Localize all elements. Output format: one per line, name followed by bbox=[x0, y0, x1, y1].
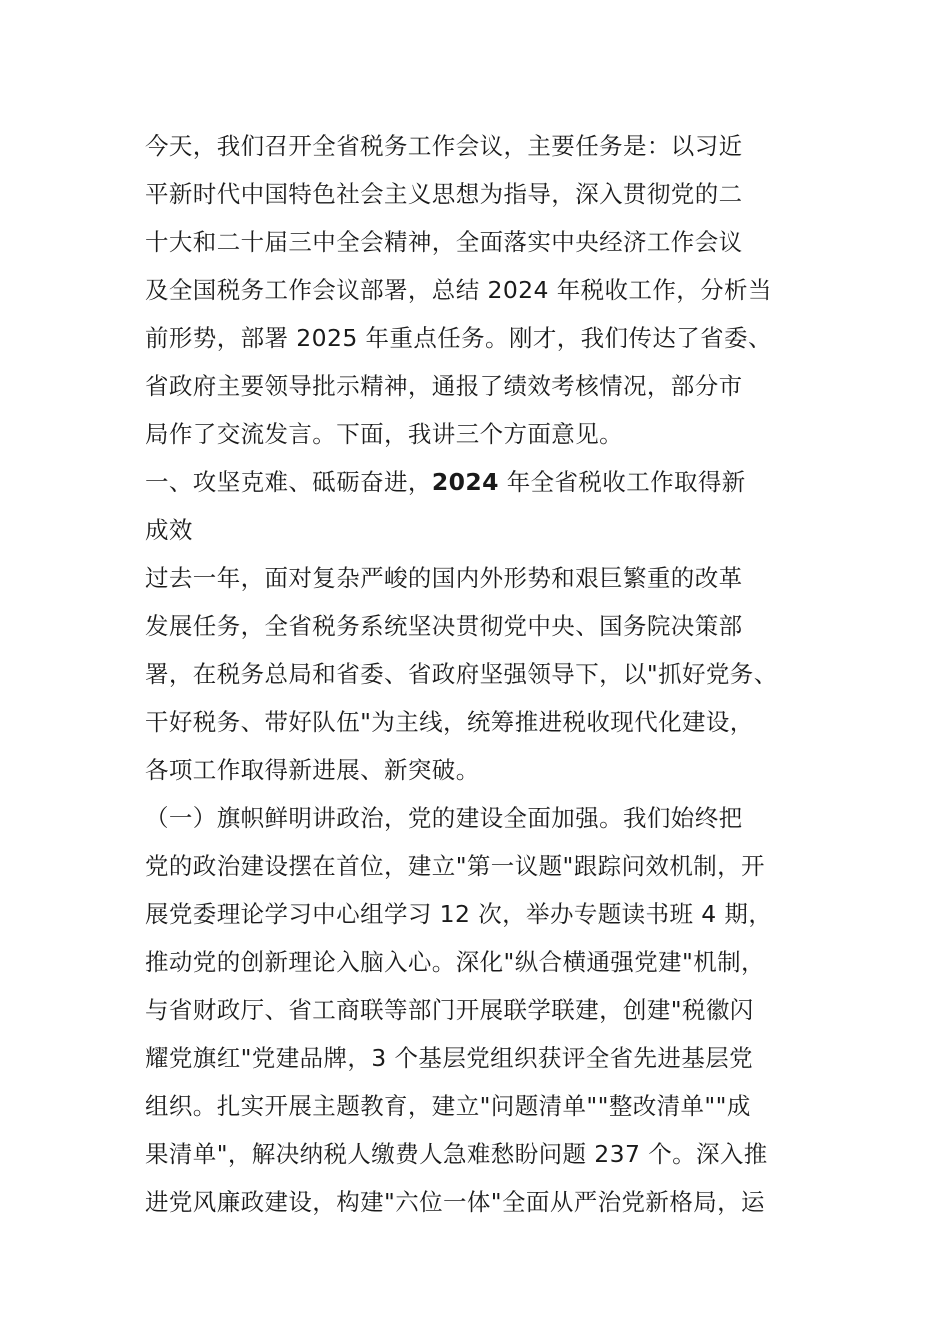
section-line: 过去一年，面对复杂严峻的国内外形势和艰巨繁重的改革 bbox=[145, 564, 743, 592]
intro-line: 平新时代中国特色社会主义思想为指导，深入贯彻党的二 bbox=[145, 180, 743, 208]
intro-line: 十大和二十届三中全会精神，全面落实中央经济工作会议 bbox=[145, 228, 743, 256]
subsection-line: 推动党的创新理论入脑入心。深化"纵合横通强党建"机制， bbox=[145, 948, 765, 976]
intro-line: 前形势，部署 2025 年重点任务。刚才，我们传达了省委、 bbox=[145, 324, 772, 352]
subsection-line: 进党风廉政建设，构建"六位一体"全面从严治党新格局，运 bbox=[145, 1188, 765, 1216]
section-line: 干好税务、带好队伍"为主线，统筹推进税收现代化建设， bbox=[145, 708, 754, 736]
document-body bbox=[145, 122, 825, 1226]
heading-suffix: 年全省税收工作取得新 bbox=[498, 468, 746, 496]
section-line: 发展任务，全省税务系统坚决贯彻党中央、国务院决策部 bbox=[145, 612, 743, 640]
section-heading bbox=[145, 458, 825, 506]
subsection-line: 与省财政厅、省工商联等部门开展联学联建，创建"税徽闪 bbox=[145, 996, 754, 1024]
intro-line: 今天，我们召开全省税务工作会议，主要任务是：以习近 bbox=[145, 132, 743, 160]
heading-year: 2024 bbox=[431, 468, 499, 496]
section-heading-continued: 成效 bbox=[145, 516, 193, 544]
heading-prefix: 一、攻坚克难、砥砺奋进， bbox=[145, 468, 432, 496]
subsection-line: 展党委理论学习中心组学习 12 次，举办专题读书班 4 期， bbox=[145, 900, 773, 928]
intro-line: 局作了交流发言。下面，我讲三个方面意见。 bbox=[145, 420, 623, 448]
subsection-line: 组织。扎实开展主题教育，建立"问题清单""整改清单""成 bbox=[145, 1092, 751, 1120]
intro-line: 及全国税务工作会议部署，总结 2024 年税收工作，分析当 bbox=[145, 276, 772, 304]
subsection-line: 果清单"，解决纳税人缴费人急难愁盼问题 237 个。深入推 bbox=[145, 1140, 768, 1168]
subsection-line: 党的政治建设摆在首位，建立"第一议题"跟踪问效机制，开 bbox=[145, 852, 765, 880]
intro-line: 省政府主要领导批示精神，通报了绩效考核情况，部分市 bbox=[145, 372, 743, 400]
subsection-line: （一）旗帜鲜明讲政治，党的建设全面加强。我们始终把 bbox=[145, 804, 743, 832]
section-line: 署，在税务总局和省委、省政府坚强领导下，以"抓好党务、 bbox=[145, 660, 778, 688]
section-line: 各项工作取得新进展、新突破。 bbox=[145, 756, 480, 784]
subsection-line: 耀党旗红"党建品牌，3 个基层党组织获评全省先进基层党 bbox=[145, 1044, 754, 1072]
